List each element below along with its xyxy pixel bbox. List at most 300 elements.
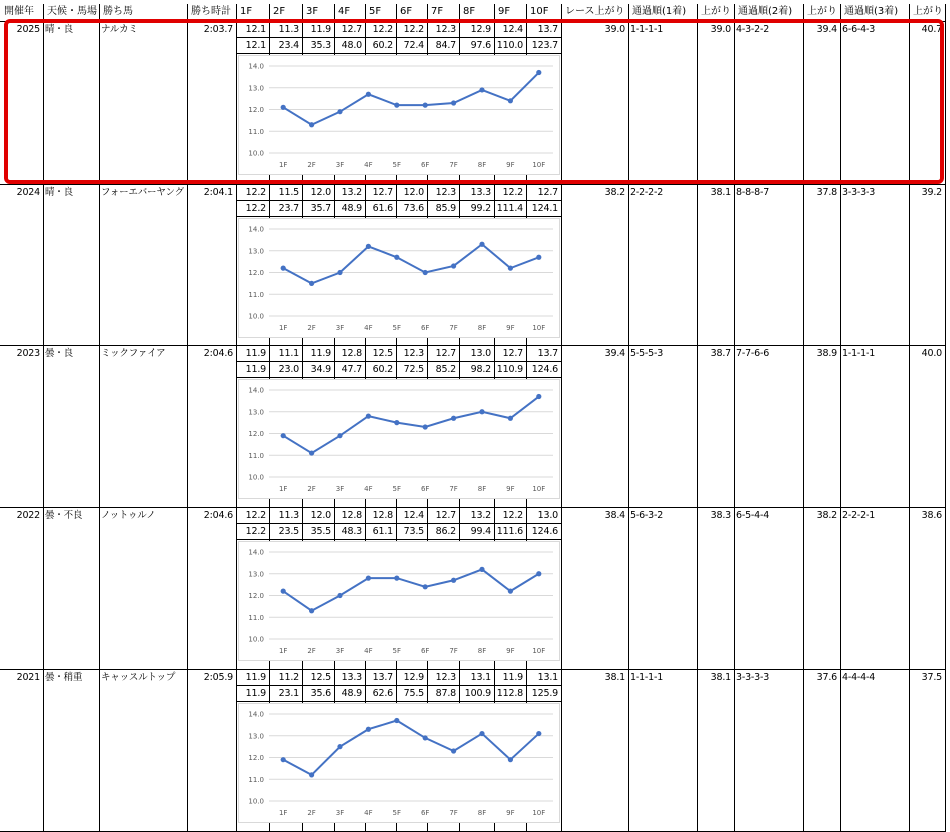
y-tick-label: 13.0 (248, 408, 264, 417)
data-point (479, 731, 484, 736)
lap-cell[interactable]: 13.1 (537, 672, 558, 683)
cumulative-cell[interactable]: 99.4 (470, 526, 491, 537)
x-tick-label: 2F (307, 809, 316, 817)
last-3rd-cell[interactable]: 37.5 (921, 672, 942, 683)
x-tick-label: 6F (420, 809, 430, 817)
data-point (451, 416, 456, 421)
cumulative-cell[interactable]: 124.1 (531, 203, 558, 214)
last-2nd-cell[interactable]: 37.8 (816, 187, 837, 198)
column-header[interactable]: 天候・馬場 (47, 6, 97, 17)
cumulative-cell[interactable]: 23.4 (278, 40, 299, 51)
cumulative-cell[interactable]: 35.7 (310, 203, 331, 214)
last-1st-cell[interactable]: 38.7 (710, 348, 731, 359)
lap-chart-svg (239, 56, 561, 176)
data-point (479, 567, 484, 572)
cumulative-cell[interactable]: 98.2 (470, 364, 491, 375)
x-tick-label: 3F (335, 161, 345, 169)
condition-cell[interactable]: 曇・良 (45, 348, 73, 359)
last-1st-cell[interactable]: 39.0 (710, 24, 731, 35)
lap-cell[interactable]: 12.3 (403, 348, 424, 359)
y-tick-label: 14.0 (248, 62, 264, 71)
x-tick-label: 3F (335, 647, 345, 655)
cumulative-cell[interactable]: 48.0 (341, 40, 362, 51)
last-2nd-cell[interactable]: 39.4 (816, 24, 837, 35)
lap-cell[interactable]: 13.2 (341, 187, 362, 198)
cumulative-cell[interactable]: 100.9 (464, 688, 491, 699)
data-point (451, 748, 456, 753)
position-2nd-cell[interactable]: 8-8-8-7 (736, 187, 770, 198)
cumulative-cell[interactable]: 11.9 (245, 688, 266, 699)
cumulative-cell[interactable]: 12.2 (245, 203, 266, 214)
cumulative-cell[interactable]: 111.4 (496, 203, 523, 214)
column-header[interactable]: 上がり (807, 6, 837, 17)
cumulative-cell[interactable]: 23.5 (278, 526, 299, 537)
lap-cell[interactable]: 12.2 (403, 24, 424, 35)
lap-cell[interactable]: 12.2 (245, 187, 266, 198)
lap-cell[interactable]: 13.0 (537, 510, 558, 521)
data-point (423, 270, 428, 275)
cumulative-cell[interactable]: 35.6 (310, 688, 331, 699)
x-tick-label: 9F (506, 324, 515, 332)
cumulative-cell[interactable]: 35.3 (310, 40, 331, 51)
column-header[interactable]: 勝ち馬 (103, 6, 133, 17)
lap-cell[interactable]: 13.2 (470, 510, 491, 521)
y-tick-label: 10.0 (248, 149, 264, 158)
series-line (283, 73, 539, 125)
data-point (508, 757, 513, 762)
data-point (366, 727, 371, 732)
lap-cell[interactable]: 12.2 (502, 187, 523, 198)
condition-cell[interactable]: 曇・稍重 (45, 672, 83, 683)
x-tick-label: 5F (392, 485, 402, 493)
data-point (337, 593, 342, 598)
cumulative-cell[interactable]: 110.0 (496, 40, 523, 51)
lap-cell[interactable]: 13.1 (470, 672, 491, 683)
column-header[interactable]: 7F (431, 6, 444, 17)
column-header[interactable]: 10F (530, 6, 549, 17)
cumulative-cell[interactable]: 48.9 (341, 688, 362, 699)
data-point (337, 433, 342, 438)
column-header[interactable]: 通過順(3着) (844, 6, 899, 17)
cumulative-cell[interactable]: 62.6 (372, 688, 393, 699)
lap-cell[interactable]: 12.8 (372, 510, 393, 521)
data-point (536, 731, 541, 736)
time-cell[interactable]: 2:04.6 (203, 510, 233, 521)
lap-cell[interactable]: 13.3 (341, 672, 362, 683)
position-2nd-cell[interactable]: 4-3-2-2 (736, 24, 770, 35)
column-header[interactable]: 上がり (701, 6, 731, 17)
cumulative-cell[interactable]: 97.6 (470, 40, 491, 51)
cumulative-cell[interactable]: 12.1 (245, 40, 266, 51)
x-tick-label: 2F (307, 647, 316, 655)
cumulative-cell[interactable]: 124.6 (531, 526, 558, 537)
cumulative-cell[interactable]: 48.3 (341, 526, 362, 537)
race-last-cell[interactable]: 39.0 (604, 24, 625, 35)
position-2nd-cell[interactable]: 7-7-6-6 (736, 348, 770, 359)
lap-cell[interactable]: 12.2 (372, 24, 393, 35)
x-tick-label: 3F (335, 809, 345, 817)
winner-cell[interactable]: フォーエバーヤング (101, 187, 184, 198)
cumulative-cell[interactable]: 34.9 (310, 364, 331, 375)
lap-cell[interactable]: 11.3 (278, 24, 299, 35)
year-cell[interactable]: 2023 (16, 348, 40, 359)
cumulative-cell[interactable]: 99.2 (470, 203, 491, 214)
y-tick-label: 11.0 (248, 451, 264, 460)
lap-cell[interactable]: 12.0 (310, 510, 331, 521)
cumulative-cell[interactable]: 86.2 (435, 526, 456, 537)
lap-cell[interactable]: 11.9 (502, 672, 523, 683)
cumulative-cell[interactable]: 73.6 (403, 203, 424, 214)
data-point (536, 255, 541, 260)
race-last-cell[interactable]: 38.2 (604, 187, 625, 198)
column-header[interactable]: 6F (400, 6, 413, 17)
column-header[interactable]: 上がり (913, 6, 943, 17)
time-cell[interactable]: 2:05.9 (203, 672, 233, 683)
data-point (309, 122, 314, 127)
data-point (309, 450, 314, 455)
lap-cell[interactable]: 11.2 (278, 672, 299, 683)
lap-cell[interactable]: 11.9 (310, 24, 331, 35)
data-point (337, 270, 342, 275)
column-header[interactable]: 3F (306, 6, 319, 17)
cumulative-cell[interactable]: 85.2 (435, 364, 456, 375)
x-tick-label: 8F (477, 485, 487, 493)
lap-cell[interactable]: 13.0 (470, 348, 491, 359)
lap-cell[interactable]: 12.3 (435, 672, 456, 683)
lap-chart-svg (239, 380, 561, 500)
lap-cell[interactable]: 12.0 (403, 187, 424, 198)
cumulative-cell[interactable]: 48.9 (341, 203, 362, 214)
position-1st-cell[interactable]: 1-1-1-1 (630, 24, 664, 35)
lap-cell[interactable]: 12.0 (310, 187, 331, 198)
x-tick-label: 1F (278, 161, 288, 169)
cumulative-cell[interactable]: 11.9 (245, 364, 266, 375)
y-tick-label: 12.0 (248, 430, 264, 438)
data-point (394, 718, 399, 723)
y-tick-label: 11.0 (248, 290, 264, 299)
winner-cell[interactable]: ノットゥルノ (101, 510, 156, 521)
lap-chart[interactable] (238, 218, 560, 338)
column-header[interactable]: 通過順(2着) (738, 6, 793, 17)
y-tick-label: 11.0 (248, 775, 264, 784)
data-point (366, 244, 371, 249)
x-tick-label: 2F (307, 161, 316, 169)
lap-cell[interactable]: 12.7 (435, 348, 456, 359)
lap-cell[interactable]: 13.7 (537, 24, 558, 35)
time-cell[interactable]: 2:04.6 (203, 348, 233, 359)
lap-cell[interactable]: 12.5 (372, 348, 393, 359)
x-tick-label: 4F (364, 647, 373, 655)
series-line (283, 244, 539, 283)
x-tick-label: 7F (449, 324, 458, 332)
column-header[interactable]: 2F (273, 6, 286, 17)
data-point (281, 266, 286, 271)
x-tick-label: 10F (532, 809, 546, 817)
x-tick-label: 7F (449, 161, 458, 169)
lap-cell[interactable]: 12.2 (245, 510, 266, 521)
lap-cell[interactable]: 12.8 (341, 348, 362, 359)
cumulative-cell[interactable]: 112.8 (496, 688, 523, 699)
lap-cell[interactable]: 13.7 (537, 348, 558, 359)
y-tick-label: 13.0 (248, 570, 264, 579)
cumulative-cell[interactable]: 87.8 (435, 688, 456, 699)
x-tick-label: 7F (449, 809, 458, 817)
lap-cell[interactable]: 12.5 (310, 672, 331, 683)
lap-cell[interactable]: 12.7 (341, 24, 362, 35)
time-cell[interactable]: 2:04.1 (203, 187, 233, 198)
last-3rd-cell[interactable]: 40.0 (921, 348, 942, 359)
lap-chart-svg (239, 219, 561, 339)
year-cell[interactable]: 2022 (16, 510, 40, 521)
cumulative-cell[interactable]: 73.5 (403, 526, 424, 537)
x-tick-label: 9F (506, 809, 515, 817)
lap-cell[interactable]: 12.1 (245, 24, 266, 35)
data-point (479, 409, 484, 414)
data-point (536, 394, 541, 399)
cumulative-cell[interactable]: 110.9 (496, 364, 523, 375)
data-point (423, 735, 428, 740)
data-point (366, 576, 371, 581)
series-line (283, 569, 539, 610)
lap-cell[interactable]: 12.4 (502, 24, 523, 35)
data-point (281, 757, 286, 762)
x-tick-label: 5F (392, 324, 402, 332)
race-last-cell[interactable]: 38.4 (604, 510, 625, 521)
x-tick-label: 8F (477, 809, 487, 817)
last-3rd-cell[interactable]: 39.2 (921, 187, 942, 198)
position-1st-cell[interactable]: 1-1-1-1 (630, 672, 664, 683)
cumulative-cell[interactable]: 75.5 (403, 688, 424, 699)
position-1st-cell[interactable]: 5-6-3-2 (630, 510, 664, 521)
lap-chart[interactable] (238, 541, 560, 661)
x-tick-label: 6F (420, 324, 430, 332)
lap-cell[interactable]: 12.3 (435, 187, 456, 198)
data-point (536, 571, 541, 576)
y-tick-label: 12.0 (248, 754, 264, 762)
lap-chart[interactable] (238, 703, 560, 823)
last-1st-cell[interactable]: 38.1 (710, 672, 731, 683)
data-point (394, 255, 399, 260)
data-point (479, 87, 484, 92)
lap-cell[interactable]: 11.1 (278, 348, 299, 359)
data-point (309, 608, 314, 613)
cumulative-cell[interactable]: 23.0 (278, 364, 299, 375)
x-tick-label: 9F (506, 161, 515, 169)
year-cell[interactable]: 2025 (16, 24, 40, 35)
y-tick-label: 12.0 (248, 106, 264, 114)
column-header[interactable]: 開催年 (4, 6, 34, 17)
x-tick-label: 4F (364, 809, 373, 817)
cumulative-cell[interactable]: 111.6 (496, 526, 523, 537)
x-tick-label: 6F (420, 161, 430, 169)
data-point (394, 576, 399, 581)
x-tick-label: 9F (506, 485, 515, 493)
data-point (309, 772, 314, 777)
data-point (394, 420, 399, 425)
cumulative-cell[interactable]: 23.1 (278, 688, 299, 699)
last-1st-cell[interactable]: 38.1 (710, 187, 731, 198)
y-tick-label: 11.0 (248, 127, 264, 136)
x-tick-label: 5F (392, 647, 402, 655)
data-point (366, 92, 371, 97)
data-point (508, 266, 513, 271)
race-last-cell[interactable]: 39.4 (604, 348, 625, 359)
column-header[interactable]: 通過順(1着) (632, 6, 687, 17)
lap-chart-svg (239, 542, 561, 662)
lap-cell[interactable]: 12.8 (341, 510, 362, 521)
cumulative-cell[interactable]: 60.2 (372, 40, 393, 51)
x-tick-label: 10F (532, 647, 546, 655)
cumulative-cell[interactable]: 47.7 (341, 364, 362, 375)
cumulative-cell[interactable]: 72.5 (403, 364, 424, 375)
x-tick-label: 7F (449, 485, 458, 493)
cumulative-cell[interactable]: 72.4 (403, 40, 424, 51)
position-1st-cell[interactable]: 2-2-2-2 (630, 187, 664, 198)
lap-cell[interactable]: 12.7 (435, 510, 456, 521)
data-point (281, 105, 286, 110)
x-tick-label: 9F (506, 647, 515, 655)
winner-cell[interactable]: ミックファイア (101, 348, 166, 359)
lap-cell[interactable]: 11.9 (245, 672, 266, 683)
x-tick-label: 8F (477, 647, 487, 655)
y-tick-label: 14.0 (248, 225, 264, 234)
column-header[interactable]: 8F (463, 6, 476, 17)
lap-chart[interactable] (238, 55, 560, 175)
cumulative-cell[interactable]: 124.6 (531, 364, 558, 375)
last-3rd-cell[interactable]: 40.7 (921, 24, 942, 35)
x-tick-label: 4F (364, 485, 373, 493)
condition-cell[interactable]: 晴・良 (45, 187, 73, 198)
y-tick-label: 10.0 (248, 312, 264, 321)
column-header[interactable]: 1F (240, 6, 253, 17)
position-3rd-cell[interactable]: 4-4-4-4 (842, 672, 876, 683)
data-point (394, 103, 399, 108)
position-3rd-cell[interactable]: 6-6-4-3 (842, 24, 876, 35)
x-tick-label: 1F (278, 324, 288, 332)
cumulative-cell[interactable]: 35.5 (310, 526, 331, 537)
cumulative-cell[interactable]: 123.7 (531, 40, 558, 51)
time-cell[interactable]: 2:03.7 (203, 24, 233, 35)
lap-cell[interactable]: 13.7 (372, 672, 393, 683)
data-point (423, 103, 428, 108)
data-point (451, 100, 456, 105)
position-2nd-cell[interactable]: 6-5-4-4 (736, 510, 770, 521)
x-tick-label: 6F (420, 485, 430, 493)
cumulative-cell[interactable]: 84.7 (435, 40, 456, 51)
position-1st-cell[interactable]: 5-5-5-3 (630, 348, 664, 359)
data-point (508, 98, 513, 103)
column-header[interactable]: 4F (338, 6, 351, 17)
cumulative-cell[interactable]: 61.6 (372, 203, 393, 214)
x-tick-label: 10F (532, 485, 546, 493)
cumulative-cell[interactable]: 23.7 (278, 203, 299, 214)
winner-cell[interactable]: キャッスルトップ (101, 672, 176, 683)
lap-cell[interactable]: 12.4 (403, 510, 424, 521)
lap-cell[interactable]: 12.7 (537, 187, 558, 198)
y-tick-label: 10.0 (248, 635, 264, 644)
position-3rd-cell[interactable]: 3-3-3-3 (842, 187, 876, 198)
data-point (423, 584, 428, 589)
year-cell[interactable]: 2021 (16, 672, 40, 683)
data-point (451, 263, 456, 268)
x-tick-label: 8F (477, 161, 487, 169)
x-tick-label: 3F (335, 485, 345, 493)
cumulative-cell[interactable]: 125.9 (531, 688, 558, 699)
lap-chart[interactable] (238, 379, 560, 499)
lap-cell[interactable]: 11.9 (310, 348, 331, 359)
last-2nd-cell[interactable]: 38.9 (816, 348, 837, 359)
data-point (508, 416, 513, 421)
condition-cell[interactable]: 晴・良 (45, 24, 73, 35)
lap-cell[interactable]: 11.3 (278, 510, 299, 521)
y-tick-label: 12.0 (248, 269, 264, 277)
column-header[interactable]: 勝ち時計 (191, 6, 231, 17)
y-tick-label: 13.0 (248, 247, 264, 256)
x-tick-label: 7F (449, 647, 458, 655)
lap-cell[interactable]: 12.7 (372, 187, 393, 198)
position-3rd-cell[interactable]: 2-2-2-1 (842, 510, 876, 521)
x-tick-label: 5F (392, 161, 402, 169)
y-tick-label: 12.0 (248, 592, 264, 600)
lap-cell[interactable]: 12.2 (502, 510, 523, 521)
lap-cell[interactable]: 12.7 (502, 348, 523, 359)
winner-cell[interactable]: ナルカミ (101, 24, 138, 35)
lap-cell[interactable]: 12.9 (403, 672, 424, 683)
lap-cell[interactable]: 12.9 (470, 24, 491, 35)
x-tick-label: 2F (307, 485, 316, 493)
x-tick-label: 8F (477, 324, 487, 332)
data-point (337, 109, 342, 114)
cumulative-cell[interactable]: 12.2 (245, 526, 266, 537)
column-header[interactable]: 9F (498, 6, 511, 17)
x-tick-label: 6F (420, 647, 430, 655)
x-tick-label: 5F (392, 809, 402, 817)
condition-cell[interactable]: 曇・不良 (45, 510, 83, 521)
lap-cell[interactable]: 13.3 (470, 187, 491, 198)
data-point (281, 433, 286, 438)
lap-cell[interactable]: 11.9 (245, 348, 266, 359)
race-last-cell[interactable]: 38.1 (604, 672, 625, 683)
last-2nd-cell[interactable]: 38.2 (816, 510, 837, 521)
column-header[interactable]: 5F (369, 6, 382, 17)
y-tick-label: 13.0 (248, 84, 264, 93)
x-tick-label: 4F (364, 324, 373, 332)
x-tick-label: 3F (335, 324, 345, 332)
lap-cell[interactable]: 12.3 (435, 24, 456, 35)
position-2nd-cell[interactable]: 3-3-3-3 (736, 672, 770, 683)
x-tick-label: 10F (532, 324, 546, 332)
x-tick-label: 10F (532, 161, 546, 169)
lap-cell[interactable]: 11.5 (278, 187, 299, 198)
cumulative-cell[interactable]: 61.1 (372, 526, 393, 537)
cumulative-cell[interactable]: 85.9 (435, 203, 456, 214)
cumulative-cell[interactable]: 60.2 (372, 364, 393, 375)
x-tick-label: 1F (278, 647, 288, 655)
position-3rd-cell[interactable]: 1-1-1-1 (842, 348, 876, 359)
x-tick-label: 1F (278, 485, 288, 493)
last-2nd-cell[interactable]: 37.6 (816, 672, 837, 683)
y-tick-label: 11.0 (248, 613, 264, 622)
column-header[interactable]: レース上がり (565, 6, 625, 17)
data-point (281, 589, 286, 594)
last-1st-cell[interactable]: 38.3 (710, 510, 731, 521)
x-tick-label: 2F (307, 324, 316, 332)
x-tick-label: 4F (364, 161, 373, 169)
y-tick-label: 10.0 (248, 473, 264, 482)
year-cell[interactable]: 2024 (16, 187, 40, 198)
series-line (283, 721, 539, 775)
last-3rd-cell[interactable]: 38.6 (921, 510, 942, 521)
